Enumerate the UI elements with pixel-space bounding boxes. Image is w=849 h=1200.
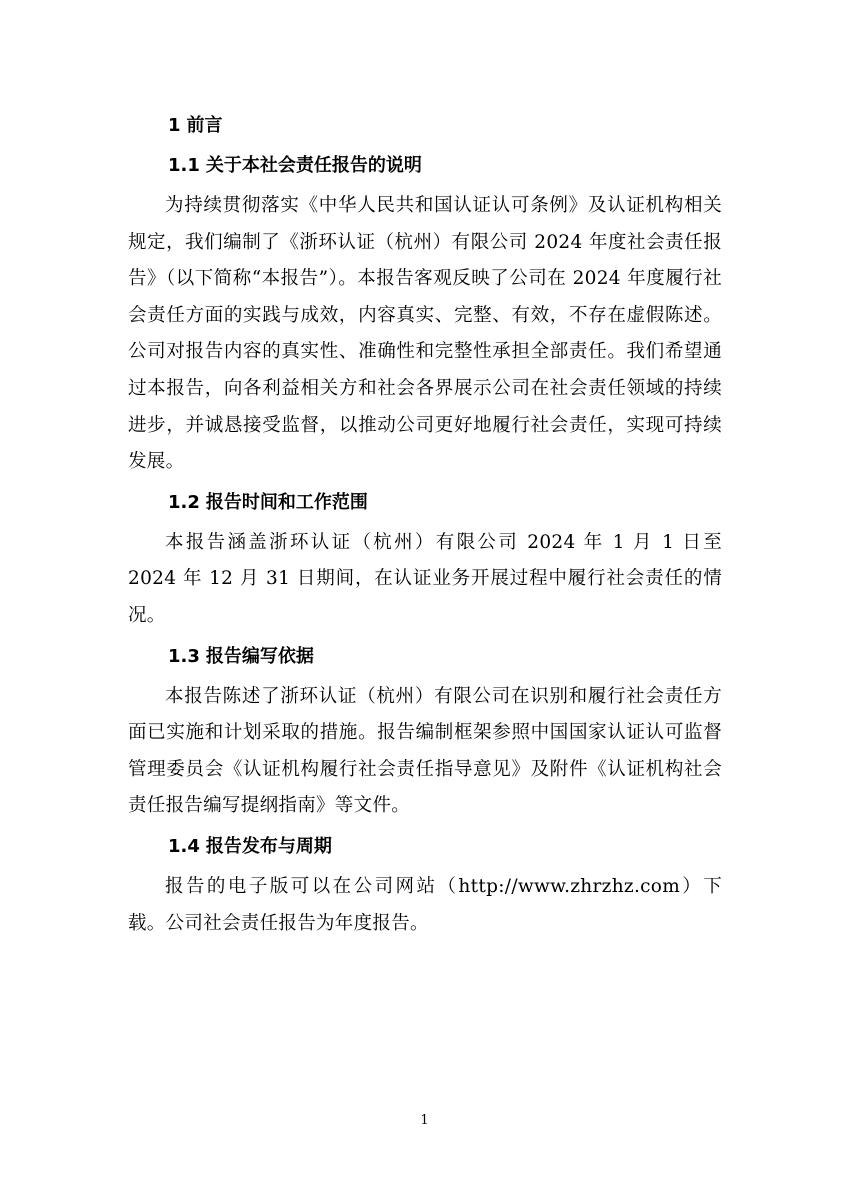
subsection-heading-1-1 <box>128 148 722 184</box>
subsection-number: 1.3 <box>168 645 200 667</box>
paragraph-1-2: 本报告涵盖浙环认证（杭州）有限公司 2024 年 1 月 1 日至 2024 年 12 月 31 日期间，在认证业务开展过程中履行社会责任的情况。 <box>128 531 722 626</box>
subsection-heading-1-4 <box>128 829 722 865</box>
section-title: 前言 <box>186 115 223 136</box>
page-number: 1 <box>420 1113 429 1128</box>
subsection-number: 1.1 <box>168 155 200 176</box>
section-heading-1 <box>128 108 722 144</box>
paragraph-1-3: 本报告陈述了浙环认证（杭州）有限公司在识别和履行社会责任方面已实施和计划采取的措施。报告编制框架参照中国国家认证认可监督管理委员会《认证机构履行社会责任指导意见》及附件《认证机构社会责任报告编写提纲指南》等文件。 <box>128 685 722 817</box>
paragraph-1-4: 报告的电子版可以在公司网站（http://www.zhrzhz.com）下载。公司社会责任报告为年度报告。 <box>128 875 722 934</box>
page-content <box>128 108 722 942</box>
subsection-number: 1.2 <box>168 491 200 513</box>
subsection-title: 关于本社会责任报告的说明 <box>205 155 422 176</box>
paragraph-1-1: 为持续贯彻落实《中华人民共和国认证认可条例》及认证机构相关规定，我们编制了《浙环认证（杭州）有限公司 2024 年度社会责任报告》（以下简称“本报告”）。本报告客观反映了公司在 2024 年度履行社会责任方面的实践与成效，内容真实、完整、有效，不存在虚假陈述。公司对报告内容的真实性、准确性和完整性承担全部责任。我们希望通过本报告，向各利益相关方和社会各界展示公司在社会责任领域的持续进步，并诚恳接受监督，以推动公司更好地履行社会责任，实现可持续发展。 <box>128 195 722 473</box>
subsection-title: 报告发布与周期 <box>205 835 332 857</box>
subsection-number: 1.4 <box>168 835 200 857</box>
subsection-title: 报告编写依据 <box>205 645 314 667</box>
subsection-title: 报告时间和工作范围 <box>205 491 368 513</box>
section-number: 1 <box>168 115 181 136</box>
subsection-heading-1-2 <box>128 485 722 521</box>
subsection-heading-1-3 <box>128 639 722 675</box>
